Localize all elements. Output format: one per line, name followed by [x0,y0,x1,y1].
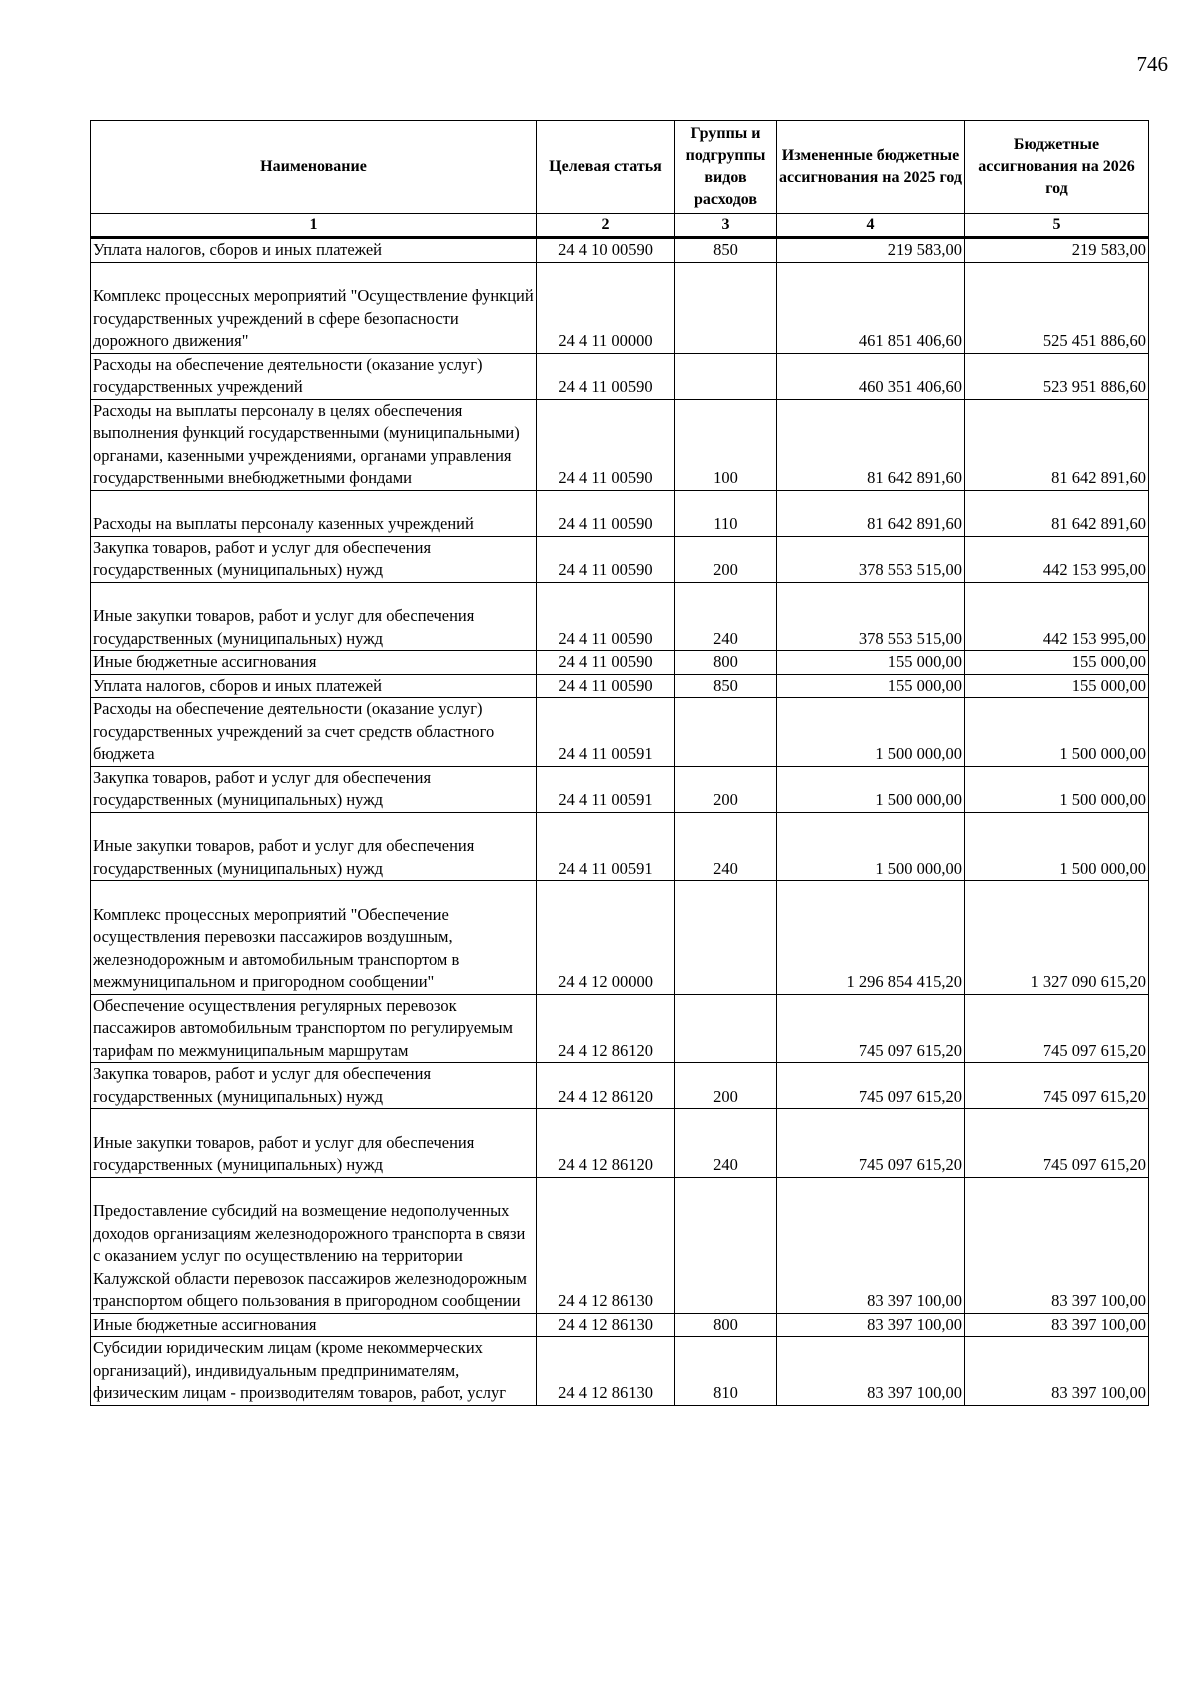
row-code-cell [537,766,675,812]
row-amount-2025-cell [777,674,965,698]
blank-line [93,263,534,286]
table-row [91,651,1149,675]
row-code-text: 24 4 11 00590 [558,675,653,695]
row-code-cell [537,262,675,353]
row-code-text: 24 4 11 00590 [558,377,653,396]
row-amount-2026-cell [965,1313,1149,1337]
table-row [91,994,1149,1063]
table-body [91,238,1149,1406]
row-amount-2026-cell [965,399,1149,490]
row-name-cell [91,766,537,812]
row-group-text: 240 [713,1155,738,1174]
row-code-text: 24 4 12 86120 [558,1155,653,1174]
row-name-cell [91,353,537,399]
row-group-cell [675,1063,777,1109]
row-amount-2026-text: 1 500 000,00 [1059,744,1146,763]
row-group-text: 240 [713,628,738,648]
table-row [91,353,1149,399]
table-row [91,399,1149,490]
header-name: Наименование [91,121,537,214]
row-amount-2026-text: 1 500 000,00 [1059,790,1146,809]
row-group-cell [675,399,777,490]
row-group-cell [675,262,777,353]
blank-line [93,491,534,514]
row-code-text: 24 4 12 86120 [558,1086,653,1106]
row-group-cell [675,1313,777,1337]
row-amount-2025-cell [777,1109,965,1178]
row-code-text: 24 4 12 86130 [558,1291,653,1310]
row-code-cell [537,353,675,399]
row-code-cell [537,651,675,675]
row-amount-2025-text: 83 397 100,00 [867,1314,962,1334]
row-name-text: Иные закупки товаров, работ и услуг для обеспечения государственных (муниципальных) нужд [93,606,475,648]
row-amount-2025-cell [777,1177,965,1313]
row-amount-2026-cell [965,994,1149,1063]
row-amount-2025-cell [777,812,965,881]
row-amount-2026-text: 523 951 886,60 [1042,377,1146,396]
header-amount-2025: Измененные бюджетные ассигнования на 2025 год [777,121,965,214]
row-amount-2026-text: 745 097 615,20 [1042,1040,1146,1060]
row-group-text: 800 [713,652,738,671]
row-amount-2025-cell [777,399,965,490]
row-code-text: 24 4 12 00000 [558,972,653,991]
row-amount-2025-text: 1 500 000,00 [875,790,962,809]
row-code-text: 24 4 11 00000 [558,331,653,350]
row-group-cell [675,994,777,1063]
row-group-cell [675,1109,777,1178]
row-amount-2025-cell [777,698,965,767]
row-amount-2026-cell [965,651,1149,675]
row-amount-2025-cell [777,1337,965,1406]
row-amount-2025-cell [777,994,965,1063]
blank-line [93,1109,534,1132]
row-code-cell [537,881,675,995]
row-code-cell [537,490,675,536]
row-amount-2025-cell [777,651,965,675]
row-name-text: Иные бюджетные ассигнования [93,652,317,671]
row-name-text: Комплекс процессных мероприятий "Осуществление функций государственных учреждений в сфере безопасности дорожного движения" [93,286,534,350]
row-amount-2026-cell [965,674,1149,698]
row-group-text: 800 [713,1314,738,1334]
row-amount-2026-text: 1 327 090 615,20 [1030,972,1146,991]
row-amount-2026-text: 442 153 995,00 [1042,628,1146,648]
row-name-cell [91,812,537,881]
row-group-cell [675,766,777,812]
row-group-text: 810 [713,1383,738,1402]
row-code-cell [537,1063,675,1109]
row-code-text: 24 4 11 00591 [558,790,653,809]
table-row [91,582,1149,651]
row-name-cell [91,1337,537,1406]
row-code-text: 24 4 11 00591 [558,858,653,878]
column-number: 3 [675,214,777,238]
row-group-text: 240 [713,858,738,878]
table-row [91,1313,1149,1337]
table-row [91,490,1149,536]
row-amount-2026-text: 525 451 886,60 [1042,331,1146,350]
row-amount-2025-cell [777,582,965,651]
row-name-text: Иные бюджетные ассигнования [93,1314,317,1334]
row-group-text: 200 [713,560,738,579]
header-code: Целевая статья [537,121,675,214]
table-row [91,1337,1149,1406]
row-amount-2026-cell [965,1177,1149,1313]
row-amount-2025-text: 460 351 406,60 [858,377,962,396]
table-row [91,674,1149,698]
table-row [91,1109,1149,1178]
row-name-cell [91,582,537,651]
table-row [91,881,1149,995]
row-code-text: 24 4 10 00590 [558,240,653,259]
row-name-text: Обеспечение осуществления регулярных перевозок пассажиров автомобильным транспортом по регулируемым тарифам по межмуниципальным маршрутам [93,995,514,1060]
row-amount-2025-text: 745 097 615,20 [858,1155,962,1174]
row-name-cell [91,994,537,1063]
row-amount-2025-text: 155 000,00 [887,652,962,671]
row-name-cell [91,536,537,582]
row-amount-2026-cell [965,1109,1149,1178]
row-name-text: Закупка товаров, работ и услуг для обеспечения государственных (муниципальных) нужд [93,767,432,809]
table-row [91,1177,1149,1313]
row-amount-2026-text: 745 097 615,20 [1042,1086,1146,1106]
row-code-text: 24 4 12 86120 [558,1040,653,1060]
column-number: 4 [777,214,965,238]
row-code-cell [537,1337,675,1406]
row-amount-2025-cell [777,881,965,995]
row-code-cell [537,399,675,490]
row-code-text: 24 4 12 86130 [558,1314,653,1334]
row-amount-2026-text: 1 500 000,00 [1059,858,1146,878]
row-name-text: Расходы на выплаты персоналу казенных учреждений [93,514,474,533]
row-group-text: 850 [713,675,738,695]
row-name-cell [91,881,537,995]
row-name-text: Предоставление субсидий на возмещение недополученных доходов организациям железнодорожного транспорта в связи с оказанием услуг по осуществлению на территории Калужской области перевозок пассажиров железнодорожным транспортом общего пользования в пригородном сообщении [93,1201,527,1310]
row-code-cell [537,698,675,767]
row-code-cell [537,994,675,1063]
row-amount-2025-text: 81 642 891,60 [867,514,962,533]
row-amount-2025-cell [777,262,965,353]
row-group-cell [675,490,777,536]
row-code-text: 24 4 11 00590 [558,628,653,648]
table-row [91,536,1149,582]
row-group-cell [675,812,777,881]
row-name-cell [91,651,537,675]
table-row [91,1063,1149,1109]
row-code-cell [537,1313,675,1337]
row-name-text: Уплата налогов, сборов и иных платежей [93,675,382,695]
row-amount-2026-cell [965,262,1149,353]
row-name-text: Иные закупки товаров, работ и услуг для обеспечения государственных (муниципальных) нужд [93,1132,475,1174]
row-amount-2025-cell [777,1063,965,1109]
table-row [91,238,1149,263]
row-amount-2025-text: 378 553 515,00 [858,560,962,579]
row-amount-2026-text: 83 397 100,00 [1051,1383,1146,1402]
row-name-cell [91,262,537,353]
row-amount-2025-text: 745 097 615,20 [858,1040,962,1060]
row-amount-2025-text: 1 500 000,00 [875,858,962,878]
row-amount-2025-text: 83 397 100,00 [867,1383,962,1402]
row-code-cell [537,1109,675,1178]
blank-line [93,583,534,606]
row-amount-2026-text: 81 642 891,60 [1051,468,1146,487]
header-amount-2026: Бюджетные ассигнования на 2026 год [965,121,1149,214]
row-name-cell [91,1177,537,1313]
table-header [91,121,1149,238]
row-code-cell [537,582,675,651]
row-group-cell [675,582,777,651]
row-name-cell [91,674,537,698]
row-amount-2025-cell [777,536,965,582]
row-amount-2025-text: 155 000,00 [887,675,962,695]
row-amount-2025-text: 1 296 854 415,20 [846,972,962,991]
row-name-cell [91,1109,537,1178]
row-name-text: Расходы на выплаты персоналу в целях обеспечения выполнения функций государственными (муниципальными) органами, казенными учреждениями, органами управления государственными внебюджетными фондами [93,400,520,487]
row-amount-2026-cell [965,536,1149,582]
blank-line [93,1178,534,1201]
row-code-cell [537,536,675,582]
row-code-cell [537,812,675,881]
row-group-cell [675,353,777,399]
table-row [91,766,1149,812]
row-group-text: 100 [713,468,738,487]
row-group-cell [675,238,777,263]
row-group-cell [675,881,777,995]
row-amount-2026-text: 155 000,00 [1071,652,1146,671]
row-name-text: Уплата налогов, сборов и иных платежей [93,240,382,259]
row-amount-2025-cell [777,353,965,399]
row-amount-2026-cell [965,881,1149,995]
page-number: 746 [1136,52,1168,76]
row-code-text: 24 4 11 00591 [558,744,653,763]
column-number: 1 [91,214,537,238]
column-number: 2 [537,214,675,238]
row-amount-2026-cell [965,1337,1149,1406]
table-row [91,812,1149,881]
row-name-text: Закупка товаров, работ и услуг для обеспечения государственных (муниципальных) нужд [93,1064,432,1106]
row-amount-2025-text: 81 642 891,60 [867,468,962,487]
header-group: Группы и подгруппы видов расходов [675,121,777,214]
row-group-cell [675,1177,777,1313]
row-code-cell [537,238,675,263]
row-amount-2026-text: 219 583,00 [1071,240,1146,259]
row-amount-2025-text: 461 851 406,60 [858,331,962,350]
row-amount-2026-cell [965,698,1149,767]
row-code-text: 24 4 11 00590 [558,514,653,533]
row-amount-2025-text: 83 397 100,00 [867,1291,962,1310]
row-code-cell [537,1177,675,1313]
row-amount-2026-text: 81 642 891,60 [1051,514,1146,533]
row-code-text: 24 4 12 86130 [558,1383,653,1402]
table-row [91,698,1149,767]
row-amount-2026-text: 155 000,00 [1071,675,1146,695]
row-amount-2025-cell [777,1313,965,1337]
row-name-text: Иные закупки товаров, работ и услуг для обеспечения государственных (муниципальных) нужд [93,836,475,878]
row-name-cell [91,698,537,767]
row-name-text: Субсидии юридическим лицам (кроме некоммерческих организаций), индивидуальным предпринимателям, физическим лицам - производителям товаров, работ, услуг [93,1338,507,1402]
row-amount-2026-text: 83 397 100,00 [1051,1314,1146,1334]
row-name-cell [91,1313,537,1337]
row-group-text: 200 [713,790,738,809]
row-group-cell [675,651,777,675]
row-code-cell [537,674,675,698]
row-amount-2026-cell [965,353,1149,399]
row-group-text: 200 [713,1086,738,1106]
row-name-text: Расходы на обеспечение деятельности (оказание услуг) государственных учреждений за счет средств областного бюджета [93,699,495,763]
row-group-cell [675,1337,777,1406]
row-name-cell [91,238,537,263]
row-name-cell [91,490,537,536]
row-name-cell [91,399,537,490]
row-amount-2026-cell [965,1063,1149,1109]
row-amount-2026-cell [965,238,1149,263]
row-amount-2025-cell [777,766,965,812]
row-amount-2026-text: 745 097 615,20 [1042,1155,1146,1174]
row-name-text: Закупка товаров, работ и услуг для обеспечения государственных (муниципальных) нужд [93,537,432,579]
column-number: 5 [965,214,1149,238]
row-amount-2026-cell [965,490,1149,536]
row-amount-2025-text: 745 097 615,20 [858,1086,962,1106]
row-amount-2026-text: 442 153 995,00 [1042,560,1146,579]
table-row [91,262,1149,353]
row-amount-2025-cell [777,238,965,263]
row-amount-2026-cell [965,812,1149,881]
row-name-text: Расходы на обеспечение деятельности (оказание услуг) государственных учреждений [93,354,483,396]
row-amount-2025-cell [777,490,965,536]
row-code-text: 24 4 11 00590 [558,560,653,579]
blank-line [93,813,534,836]
row-group-cell [675,674,777,698]
row-name-text: Комплекс процессных мероприятий "Обеспечение осуществления перевозки пассажиров воздушным, железнодорожным и автомобильным транспортом в межмуниципальном и пригородном сообщении" [93,904,460,991]
row-group-text: 850 [713,240,738,259]
row-name-cell [91,1063,537,1109]
row-code-text: 24 4 11 00590 [558,652,653,671]
budget-table [90,120,1149,1406]
row-amount-2025-text: 378 553 515,00 [858,628,962,648]
row-group-cell [675,698,777,767]
blank-line [93,881,534,904]
row-amount-2025-text: 219 583,00 [887,240,962,259]
row-amount-2026-cell [965,582,1149,651]
row-code-text: 24 4 11 00590 [558,468,653,487]
row-amount-2026-text: 83 397 100,00 [1051,1291,1146,1310]
row-amount-2025-text: 1 500 000,00 [875,744,962,763]
row-group-text: 110 [713,514,738,533]
row-group-cell [675,536,777,582]
row-amount-2026-cell [965,766,1149,812]
